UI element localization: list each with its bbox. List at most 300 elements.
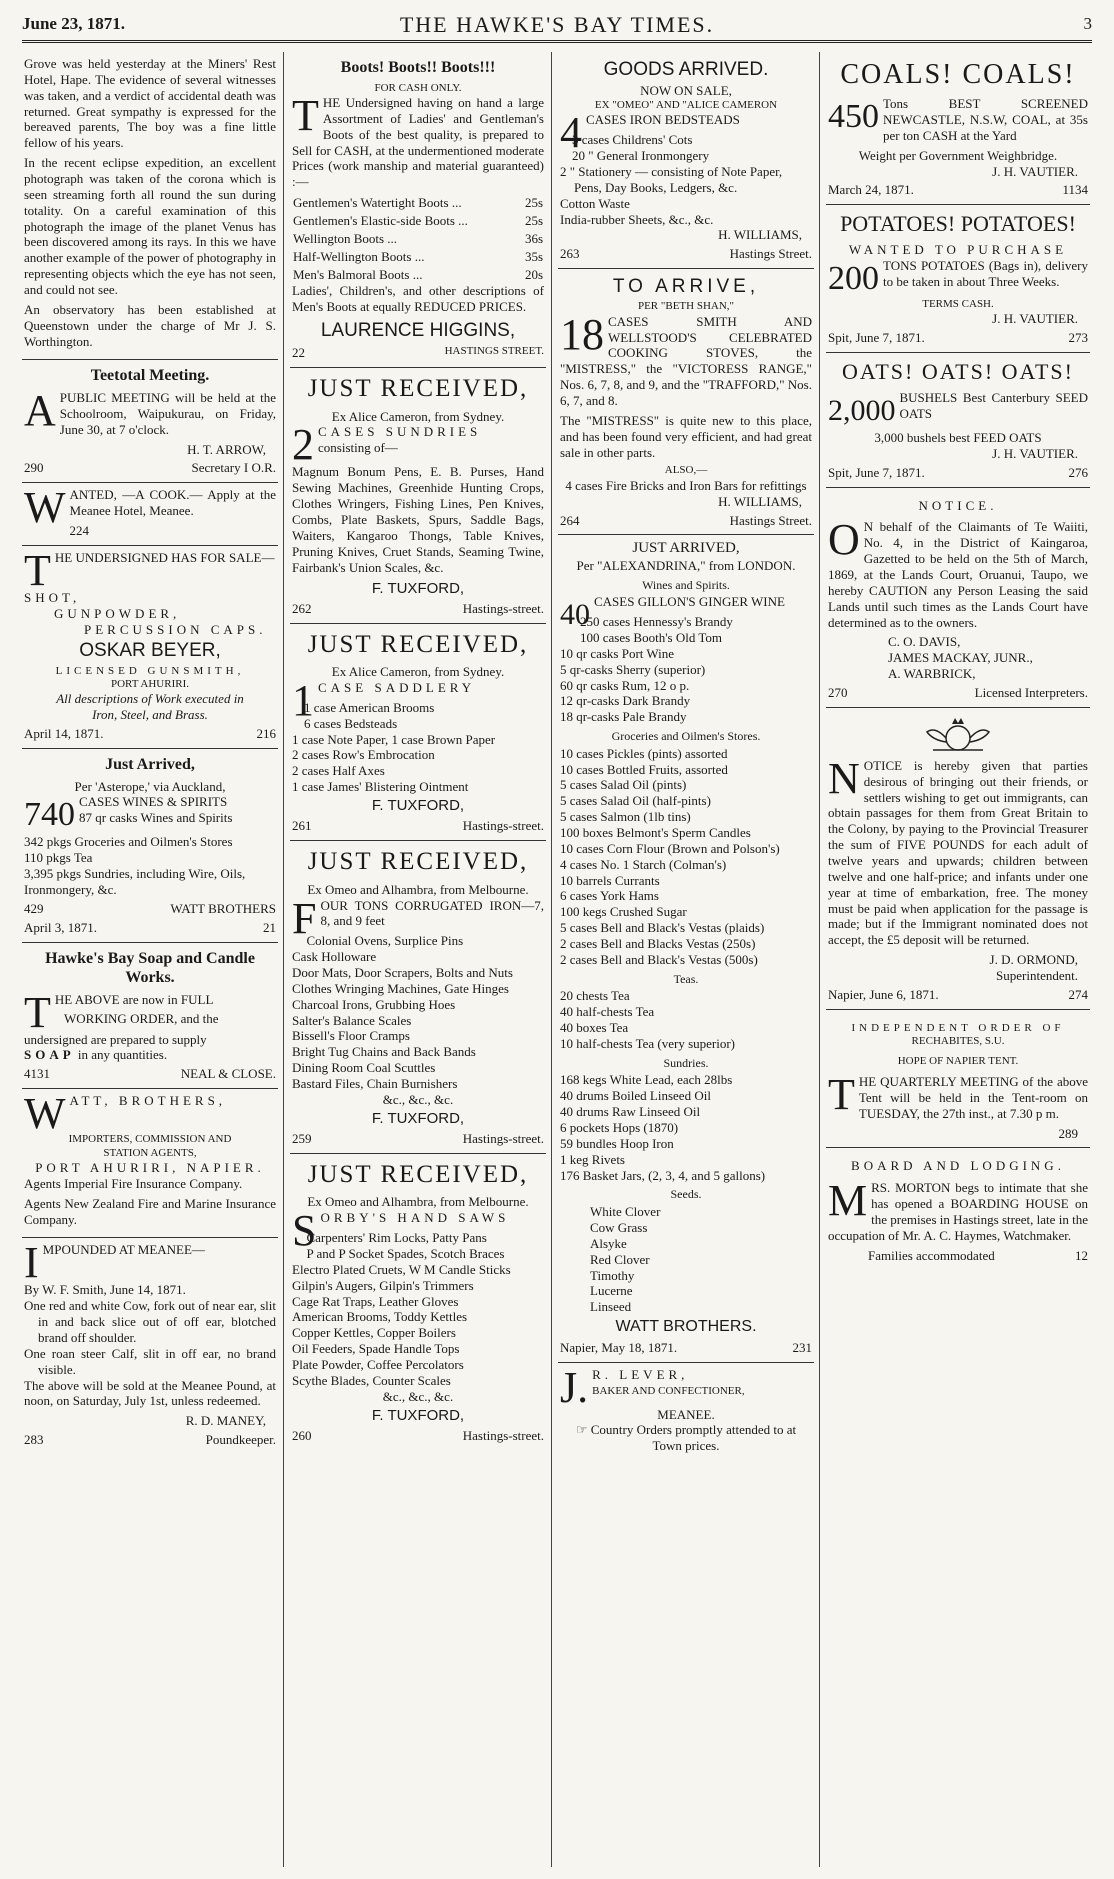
list-item: 168 kegs White Lead, each 28lbs — [560, 1072, 733, 1088]
ad-role: Licensed Interpreters. — [974, 684, 1088, 700]
ad-body: HE Undersigned having on hand a large Assortment of Ladies' and Gentleman's Boots of the best quality, is prepared to Sell for CASH, at the undermentioned moderate Prices (work manship and material guaranteed) :— — [292, 94, 544, 190]
ad-line: CASES SUNDRIES — [318, 424, 482, 440]
list-item: Cage Rat Traps, Leather Gloves — [292, 1293, 459, 1309]
merchant-name: R. LEVER, — [592, 1366, 689, 1382]
ad-line: CASES WINES & SPIRITS — [79, 794, 228, 810]
wanted-ad — [22, 483, 278, 546]
list-item: 40 drums Boiled Linseed Oil — [560, 1088, 711, 1104]
page-number: 3 — [1083, 14, 1092, 33]
ad-line: PER "BETH SHAN," — [637, 300, 735, 313]
ad-signature: J. H. VAUTIER. — [992, 163, 1078, 179]
list-item: Lucerne — [590, 1283, 633, 1299]
column-4 — [826, 52, 1090, 1867]
ad-body: HE QUARTERLY MEETING of the above Tent will be held in the Tent-room on TUESDAY, the 27th inst., at 7.30 p m. — [858, 1073, 1088, 1121]
ad-line: 3,000 bushels best FEED OATS — [874, 429, 1042, 445]
drop-cap: 450 — [828, 98, 879, 136]
list-item: Copper Kettles, Copper Boilers — [292, 1325, 456, 1341]
list-item: 2 cases Row's Embrocation — [292, 747, 435, 763]
ad-body: N behalf of the Claimants of Te Waiiti, No. 4, in the District of Kaingaroa, Gazetted to be held on the 5th of March, 1869, at the Lands Court, Oruanui, Taupo, we hereby CAUTION any Person Leasing the said Lands until such times as the Lands Court have determined as to the owners. — [828, 519, 1088, 630]
ad-number: 274 — [1068, 986, 1088, 1002]
list-item: 59 bundles Hoop Iron — [560, 1135, 674, 1151]
drop-cap: T — [292, 90, 319, 140]
drop-cap: 4 — [560, 108, 582, 158]
list-item: 6 cases York Hams — [560, 888, 659, 904]
drop-cap: 1 — [292, 676, 314, 726]
ad-line: CASE SADDLERY — [318, 680, 476, 696]
list-item: Linseed — [590, 1299, 632, 1315]
list-item: Door Mats, Door Scrapers, Bolts and Nuts — [292, 964, 513, 980]
list-item: 40 half-chests Tea — [560, 1004, 655, 1020]
price-value: 25s — [524, 212, 543, 228]
ad-line: in any quantities. — [77, 1047, 168, 1063]
ad-line: HOPE OF NAPIER TENT. — [897, 1054, 1019, 1067]
ad-address: Hastings-street. — [462, 818, 544, 834]
list-item: Cow Grass — [590, 1219, 648, 1235]
ad-title: Boots! Boots!! Boots!!! — [340, 59, 496, 76]
ad-line: 110 pkgs Tea — [24, 850, 93, 866]
ad-date: April 14, 1871. — [24, 726, 104, 742]
list-item: 5 cases Salad Oil (half-pints) — [560, 793, 711, 809]
ad-signature: F. TUXFORD, — [371, 1406, 465, 1424]
price-row — [292, 194, 544, 212]
ad-address: Hastings-street. — [462, 1427, 544, 1443]
list-item: 5 cases Bell and Black's Vestas (plaids) — [560, 920, 765, 936]
ad-signature: F. TUXFORD, — [371, 1109, 465, 1127]
ad-line: Per "ALEXANDRINA," from LONDON. — [576, 557, 796, 573]
ad-body: OTICE is hereby given that parties desirous of bringing out their friends, or settlers wishing to get out immigrants, can obtain passages for them from Great Britain to the Colony, by paying to the Provincial Treasurer the sum of FIVE POUNDS for each adult of twelve years and upwards; children between twelve and one half-price; and infants under one year at time of embarkation, free. The money must be paid when application for the passage is made; but if the Immigrant nominated does not accept, the £5 deposit will be returned. — [828, 757, 1088, 948]
price-value: 36s — [524, 230, 543, 246]
merchant-place: MEANEE. — [657, 1406, 715, 1422]
ad-line: &c., &c., &c. — [382, 1091, 454, 1107]
ad-signature: NEAL & CLOSE. — [180, 1066, 276, 1082]
ad-address: HASTINGS STREET. — [444, 345, 544, 358]
item-list — [292, 700, 544, 795]
oats-ad — [826, 353, 1090, 487]
item-list — [560, 988, 812, 1051]
ad-title: NOTICE. — [918, 497, 998, 513]
ad-body: CASES SMITH AND WELLSTOOD'S CELEBRATED COOKING STOVES, the "MISTRESS," the "VICTORESS RANGE," Nos. 6, 7, 8, and 9, and the "TRAFFORD," Nos. 6, 7, and 8. — [560, 313, 812, 409]
list-item: 1 case American Brooms — [304, 699, 435, 715]
ad-title: OATS! OATS! OATS! — [841, 359, 1074, 385]
ad-signature: WATT BROTHERS. — [615, 1318, 757, 1336]
ad-line: STATION AGENTS, — [103, 1146, 197, 1159]
ad-line: Agents Imperial Fire Insurance Company. — [24, 1175, 243, 1191]
teetotal-ad — [22, 360, 278, 483]
ad-title: JUST ARRIVED, — [632, 540, 740, 557]
ad-body: PUBLIC MEETING will be held at the Schoolroom, Waipukurau, on Friday, June 30, at 7 o'clock. — [59, 389, 276, 437]
ad-title: Teetotal Meeting. — [90, 367, 210, 385]
news-paragraph: Grove was held yesterday at the Miners' Rest Hotel, Hape. The evidence of several witnesses was taken, and a verdict of accidental death was returned. Great sympathy is expressed for the bereaved parents, The boy was a fine little fellow of his years. — [24, 56, 276, 151]
list-item: 100 boxes Belmont's Sperm Candles — [560, 825, 751, 841]
ad-title: JUST RECEIVED, — [307, 375, 529, 403]
list-item: 1 case James' Blistering Ointment — [292, 779, 469, 795]
price-item: Wellington Boots ... — [293, 230, 398, 246]
boots-ad — [290, 52, 546, 368]
ad-number: 270 — [828, 684, 848, 700]
list-item: Oil Feeders, Spade Handle Tops — [292, 1341, 460, 1357]
ad-date: Spit, June 7, 1871. — [828, 464, 925, 480]
ad-line: 4 cases Fire Bricks and Iron Bars for refittings — [565, 477, 807, 493]
list-item: 2 cases Bell and Black's Vestas (500s) — [560, 951, 758, 967]
section-heading: Teas. — [673, 971, 699, 986]
ad-number: 263 — [560, 246, 580, 262]
ad-line: The above will be sold at the Meanee Pound, at noon, on Saturday, July 1st, unless redeemed. — [24, 1377, 276, 1409]
ad-signature: H. T. ARROW, — [187, 441, 266, 457]
ad-signature: JAMES MACKAY, JUNR., — [888, 650, 1033, 666]
ad-line: 3,395 pkgs Sundries, including Wire, Oils, Ironmongery, &c. — [24, 866, 246, 897]
list-item: Bastard Files, Chain Burnishers — [292, 1076, 458, 1091]
price-value: 25s — [524, 195, 543, 211]
list-item: 250 cases Hennessy's Brandy — [580, 614, 733, 630]
list-item: 6 pockets Hops (1870) — [560, 1120, 679, 1136]
ad-line: Ex Alice Cameron, from Sydney. — [331, 664, 505, 680]
ad-line: undersigned are prepared to supply — [24, 1031, 207, 1047]
ad-address: Hastings-street. — [462, 600, 544, 616]
ad-line: Country Orders promptly attended to at Town prices. — [590, 1422, 797, 1454]
ad-line: All descriptions of Work executed in — [56, 691, 244, 707]
list-item: Electro Plated Cruets, W M Candle Sticks — [292, 1261, 511, 1277]
masthead — [22, 10, 1092, 43]
price-row — [292, 230, 544, 248]
list-item: 10 qr casks Port Wine — [560, 645, 675, 661]
ad-line: consisting of— — [318, 440, 398, 456]
ad-date: April 3, 1871. — [24, 919, 97, 935]
drop-cap: T — [828, 1069, 855, 1119]
list-item: Alsyke — [590, 1235, 627, 1251]
list-item: Carpenters' Rim Locks, Patty Pans — [306, 1230, 487, 1246]
ad-line: One red and white Cow, fork out of near ear, slit in and back slice out of off ear, blotched brand off shoulder. — [24, 1298, 276, 1345]
section-heading: Wines and Spirits. — [642, 577, 730, 592]
drop-cap: 740 — [24, 796, 75, 834]
section-heading: Sundries. — [663, 1055, 709, 1070]
list-item: 20 chests Tea — [560, 988, 630, 1004]
list-item: 10 cases Pickles (pints) assorted — [560, 745, 728, 761]
drop-cap: W — [24, 1089, 66, 1139]
merchant-name: LAURENCE HIGGINS, — [320, 320, 516, 342]
ad-line: TERMS CASH. — [922, 298, 994, 310]
ad-line: OUR TONS CORRUGATED IRON—7, 8, and 9 feet — [320, 897, 544, 929]
ad-number: 231 — [792, 1339, 812, 1355]
list-item: 60 qr casks Rum, 12 o p. — [560, 677, 690, 693]
list-item: 100 kegs Crushed Sugar — [560, 904, 687, 920]
ad-signature: F. TUXFORD, — [371, 579, 465, 597]
ad-signature: H. WILLIAMS, — [718, 227, 802, 243]
ad-line: 342 pkgs Groceries and Oilmen's Stores — [24, 834, 233, 850]
list-item: 100 cases Booth's Old Tom — [580, 629, 723, 645]
list-item: P and P Socket Spades, Scotch Braces — [306, 1245, 505, 1261]
item-list — [560, 746, 812, 968]
rechabites-ad — [826, 1010, 1090, 1149]
just-received-sundries-ad — [290, 368, 546, 624]
merchant-place: PORT AHURIRI. — [111, 678, 189, 691]
ad-number: 261 — [292, 818, 312, 834]
newspaper-title: THE HAWKE'S BAY TIMES. — [399, 12, 715, 37]
drop-cap: A — [24, 385, 56, 435]
goods-arrived-ad — [558, 52, 814, 269]
notice-claimants-ad — [826, 488, 1090, 708]
impounded-ad — [22, 1238, 278, 1454]
ad-title: JUST RECEIVED, — [307, 630, 529, 658]
price-value: 35s — [524, 248, 543, 264]
royal-crest-icon — [923, 716, 993, 754]
item: PERCUSSION CAPS. — [84, 621, 267, 637]
merchant-role: LICENSED GUNSMITH, — [55, 664, 245, 677]
list-item: 176 Basket Jars, (2, 3, 4, and 5 gallons) — [560, 1167, 766, 1183]
ad-line: 87 qr casks Wines and Spirits — [79, 810, 233, 826]
price-row — [292, 266, 544, 284]
ad-title: Just Arrived, — [105, 756, 195, 773]
list-item: Clothes Wringing Machines, Gate Hinges — [292, 980, 509, 996]
price-row — [292, 212, 544, 230]
list-item: 10 barrels Currants — [560, 872, 660, 888]
price-item: Men's Balmoral Boots ... — [293, 266, 423, 282]
ad-line: Agents New Zealand Fire and Marine Insurance Company. — [24, 1195, 276, 1227]
ad-role: Poundkeeper. — [205, 1432, 276, 1448]
ad-number: 4131 — [24, 1066, 50, 1082]
ad-line: Ex Omeo and Alhambra, from Melbourne. — [307, 1194, 529, 1210]
ad-body: Magnum Bonum Pens, E. B. Purses, Hand Sewing Machines, Greenhide Hunting Crops, Clothes Wringers, Fishing Lines, Pen Knives, Combs, Plate Baskets, Spurs, Saddle Bags, Waiters, Kangaroo Thongs, Table Knives, Pruning Knives, Cruet Stands, Seaming Twine, Fairbank's Union Scales, &c. — [292, 464, 544, 575]
ad-line: Families accommodated — [868, 1247, 995, 1263]
item-list — [292, 1230, 544, 1389]
ad-number: 264 — [560, 512, 580, 528]
ad-body: RS. MORTON begs to intimate that she has opened a BOARDING HOUSE on the premises in Hastings street, late in the occupation of Mr. A. C. Haymes, Watchmaker. — [828, 1180, 1088, 1243]
ad-line: One roan steer Calf, slit in off ear, no brand visible. — [24, 1345, 276, 1377]
drop-cap: M — [828, 1176, 868, 1226]
drop-cap: 40 — [560, 598, 590, 632]
ad-number: 216 — [256, 726, 276, 742]
ad-address: Hastings Street. — [729, 512, 812, 528]
list-item: 10 cases Bottled Fruits, assorted — [560, 761, 728, 777]
drop-cap: I — [24, 1238, 39, 1288]
ad-number: 289 — [1058, 1125, 1078, 1141]
ad-title: MPOUNDED AT MEANEE— — [42, 1242, 205, 1258]
ad-number: 262 — [292, 600, 312, 616]
drop-cap: S — [292, 1206, 317, 1256]
ad-signature: F. TUXFORD, — [371, 797, 465, 815]
ad-line: EX "OMEO" AND "ALICE CAMERON — [594, 99, 778, 112]
ad-line: Per 'Asterope,' via Auckland, — [74, 778, 226, 794]
potatoes-ad — [826, 205, 1090, 353]
column-rule — [819, 52, 820, 1867]
ad-number: 1134 — [1062, 182, 1088, 198]
ad-body: ANTED, —A COOK.— Apply at the Meanee Hotel, Meanee. — [69, 487, 276, 519]
ad-title: POTATOES! POTATOES! — [840, 211, 1076, 237]
news-paragraph: In the recent eclipse expedition, an excellent photograph was taken of the corona which is seen streaming forth all round the sun during totality. On a careful examination of this photograph the image of the planet Venus has been discovered among its rays. In this we have another example of the power of photography in representing objects which the eye has not seen, and could not see. — [24, 155, 276, 298]
list-item: India-rubber Sheets, &c., &c. — [560, 211, 714, 227]
list-item: Plate Powder, Coffee Percolators — [292, 1356, 464, 1372]
list-item: 4 cases No. 1 Starch (Colman's) — [560, 856, 727, 872]
ad-signature: H. WILLIAMS, — [718, 493, 802, 509]
ad-signature: J. D. ORMOND, — [989, 952, 1078, 968]
ad-line: WORKING ORDER, and the — [64, 1011, 219, 1027]
ad-title: GOODS ARRIVED. — [603, 59, 769, 80]
list-item: 2 cases Half Axes — [292, 763, 385, 779]
ad-title: BOARD AND LODGING. — [851, 1158, 1065, 1174]
ad-title: TO ARRIVE, — [612, 276, 760, 298]
ad-address: Hastings-street. — [462, 1131, 544, 1147]
list-item: Charcoal Irons, Grubbing Hoes — [292, 996, 456, 1012]
ad-body: BUSHELS Best Canterbury SEED OATS — [899, 389, 1088, 421]
drop-cap: 200 — [828, 260, 879, 297]
list-item: 5 cases Salad Oil (pints) — [560, 777, 687, 793]
ad-role: Superintendent. — [996, 968, 1078, 984]
price-row — [292, 248, 544, 266]
ad-date: Napier, June 6, 1871. — [828, 986, 939, 1002]
list-item: 18 qr-casks Pale Brandy — [560, 709, 687, 725]
list-item: Red Clover — [590, 1251, 650, 1267]
ad-date: Spit, June 7, 1871. — [828, 330, 925, 346]
drop-cap: T — [24, 987, 51, 1037]
news-paragraph: An observatory has been established at Queenstown under the charge of Mr J. S. Worthington. — [24, 301, 276, 349]
price-value: 20s — [524, 266, 543, 282]
ad-line: NOW ON SALE, — [640, 83, 732, 99]
list-item: 20 " General Ironmongery — [572, 148, 710, 164]
just-received-saws-ad — [290, 1154, 546, 1450]
list-item: 5 qr-casks Sherry (superior) — [560, 661, 706, 677]
item-list — [560, 132, 812, 227]
drop-cap: 2 — [292, 420, 314, 470]
list-item: Cotton Waste — [560, 195, 630, 211]
ad-address: Hastings Street. — [729, 246, 812, 262]
just-received-iron-ad — [290, 841, 546, 1154]
ad-line: CASES GILLON'S GINGER WINE — [594, 594, 785, 610]
just-arrived-ad — [22, 749, 278, 943]
list-item: 3 cases Childrens' Cots — [572, 132, 693, 148]
list-item: 2 cases Bell and Blacks Vestas (250s) — [560, 936, 756, 952]
ad-body: HE UNDERSIGNED HAS FOR SALE— — [54, 549, 275, 565]
list-item: Gilpin's Augers, Gilpin's Trimmers — [292, 1277, 474, 1293]
list-item: Cask Holloware — [292, 949, 377, 965]
news-items — [22, 52, 278, 360]
list-item: Timothy — [590, 1267, 635, 1283]
ad-date: March 24, 1871. — [828, 182, 914, 198]
list-item: 10 half-chests Tea (very superior) — [560, 1035, 736, 1051]
item-list — [560, 1204, 812, 1315]
item-list — [560, 614, 812, 725]
ad-body: Tons BEST SCREENED NEWCASTLE, N.S.W, COAL, at 35s per ton CASH at the Yard — [883, 96, 1088, 143]
list-item: 40 boxes Tea — [560, 1020, 629, 1036]
list-item: 2 " Stationery — consisting of Note Paper, Pens, Day Books, Ledgers, &c. — [560, 164, 783, 195]
ad-number: 290 — [24, 460, 44, 476]
drop-cap: O — [828, 515, 860, 565]
price-item: Gentlemen's Elastic-side Boots ... — [293, 212, 468, 228]
section-heading: Seeds. — [670, 1187, 702, 1202]
ad-number: 21 — [263, 919, 276, 935]
list-item: Colonial Ovens, Surplice Pins — [306, 933, 464, 949]
ad-line: PORT AHURIRI, NAPIER. — [35, 1159, 265, 1175]
coals-ad — [826, 52, 1090, 205]
list-item: 5 cases Salmon (1lb tins) — [560, 809, 691, 825]
section-heading: Groceries and Oilmen's Stores. — [611, 729, 761, 744]
ad-line: CASES IRON BEDSTEADS — [586, 112, 740, 128]
ad-signature: J. H. VAUTIER. — [992, 445, 1078, 461]
lever-ad — [558, 1363, 814, 1461]
price-item: Gentlemen's Watertight Boots ... — [293, 195, 462, 211]
ad-line: Iron, Steel, and Brass. — [92, 707, 208, 723]
just-received-saddlery-ad — [290, 624, 546, 842]
list-item: Scythe Blades, Counter Scales — [292, 1372, 451, 1388]
drop-cap: W — [24, 483, 66, 533]
ad-line: Ex Alice Cameron, from Sydney. — [331, 408, 505, 424]
drop-cap: J. — [560, 1362, 589, 1412]
list-item: 1 keg Rivets — [560, 1151, 625, 1167]
list-item: Bissell's Floor Cramps — [292, 1028, 410, 1044]
list-item: 6 cases Bedsteads — [304, 715, 398, 731]
ad-line: HE ABOVE are now in FULL — [54, 991, 214, 1007]
ad-title: JUST RECEIVED, — [307, 848, 529, 876]
list-item: Salter's Balance Scales — [292, 1012, 412, 1028]
ad-line: ALSO,— — [664, 464, 708, 477]
list-item: 12 qr-casks Dark Brandy — [560, 693, 691, 709]
item: SHOT, — [24, 589, 81, 605]
to-arrive-ad — [558, 269, 814, 535]
item: GUNPOWDER, — [54, 605, 181, 621]
list-item: 1 case Note Paper, 1 case Brown Paper — [292, 731, 496, 747]
issue-date: June 23, 1871. — [22, 14, 125, 33]
ad-number: 224 — [69, 523, 90, 538]
drop-cap: F — [292, 893, 317, 943]
drop-cap: 2,000 — [828, 393, 896, 427]
price-table — [292, 194, 544, 283]
gunsmith-ad — [22, 546, 278, 749]
list-item: 10 cases Corn Flour (Brown and Polson's) — [560, 840, 780, 856]
drop-cap: N — [828, 753, 860, 803]
column-3 — [558, 52, 814, 1867]
ad-title: INDEPENDENT ORDER OF — [851, 1021, 1065, 1034]
item-list — [292, 933, 544, 1092]
ad-signature: R. D. MANEY, — [185, 1413, 266, 1429]
ad-line: The "MISTRESS" is quite new to this place, and has been found very efficient, and had great sale in other parts. — [560, 412, 812, 460]
ad-number: 273 — [1068, 330, 1088, 346]
soap-ad — [22, 943, 278, 1090]
list-item: American Brooms, Toddy Kettles — [292, 1309, 468, 1325]
merchant-name: OSKAR BEYER, — [79, 640, 221, 662]
ad-number: 276 — [1068, 464, 1088, 480]
ad-line: Ladies', Children's, and other descriptions of Men's Boots at equally REDUCED PRICES. — [292, 283, 544, 315]
watt-brothers-ad — [22, 1089, 278, 1238]
column-1 — [22, 52, 278, 1867]
hand-pointer-icon: ☞ — [575, 1422, 588, 1438]
ad-number: 22 — [292, 345, 305, 361]
ad-body: TONS POTATOES (Bags in), delivery to be taken in about Three Weeks. — [883, 258, 1088, 289]
ad-line: WANTED TO PURCHASE — [848, 242, 1068, 258]
list-item: Bright Tug Chains and Back Bands — [292, 1044, 476, 1060]
list-item: 40 drums Raw Linseed Oil — [560, 1104, 701, 1120]
ad-title: JUST RECEIVED, — [307, 1160, 529, 1188]
ad-line: ORBY'S HAND SAWS — [320, 1210, 510, 1226]
ad-line: Ex Omeo and Alhambra, from Melbourne. — [307, 881, 529, 897]
alexandrina-ad — [558, 535, 814, 1362]
ad-subtitle: FOR CASH ONLY. — [374, 81, 462, 94]
ad-signature: J. H. VAUTIER. — [992, 311, 1078, 327]
list-item: White Clover — [590, 1204, 661, 1220]
merchant-role: BAKER AND CONFECTIONER, — [592, 1385, 745, 1398]
ad-line: RECHABITES, S.U. — [911, 1035, 1005, 1048]
ad-number: 283 — [24, 1432, 44, 1448]
ad-number: 12 — [1075, 1247, 1088, 1263]
ad-line: By W. F. Smith, June 14, 1871. — [24, 1282, 186, 1298]
ad-line: IMPORTERS, COMMISSION AND — [68, 1133, 232, 1146]
ad-number: 259 — [292, 1131, 312, 1147]
column-rule — [283, 52, 284, 1867]
board-lodging-ad — [826, 1148, 1090, 1269]
price-item: Half-Wellington Boots ... — [293, 248, 425, 264]
ad-signature: C. O. DAVIS, — [888, 634, 961, 650]
ad-line: &c., &c., &c. — [382, 1388, 454, 1404]
merchant-name: ATT, BROTHERS, — [69, 1093, 227, 1109]
ad-number: 260 — [292, 1427, 312, 1443]
immigration-notice-ad — [826, 708, 1090, 1010]
